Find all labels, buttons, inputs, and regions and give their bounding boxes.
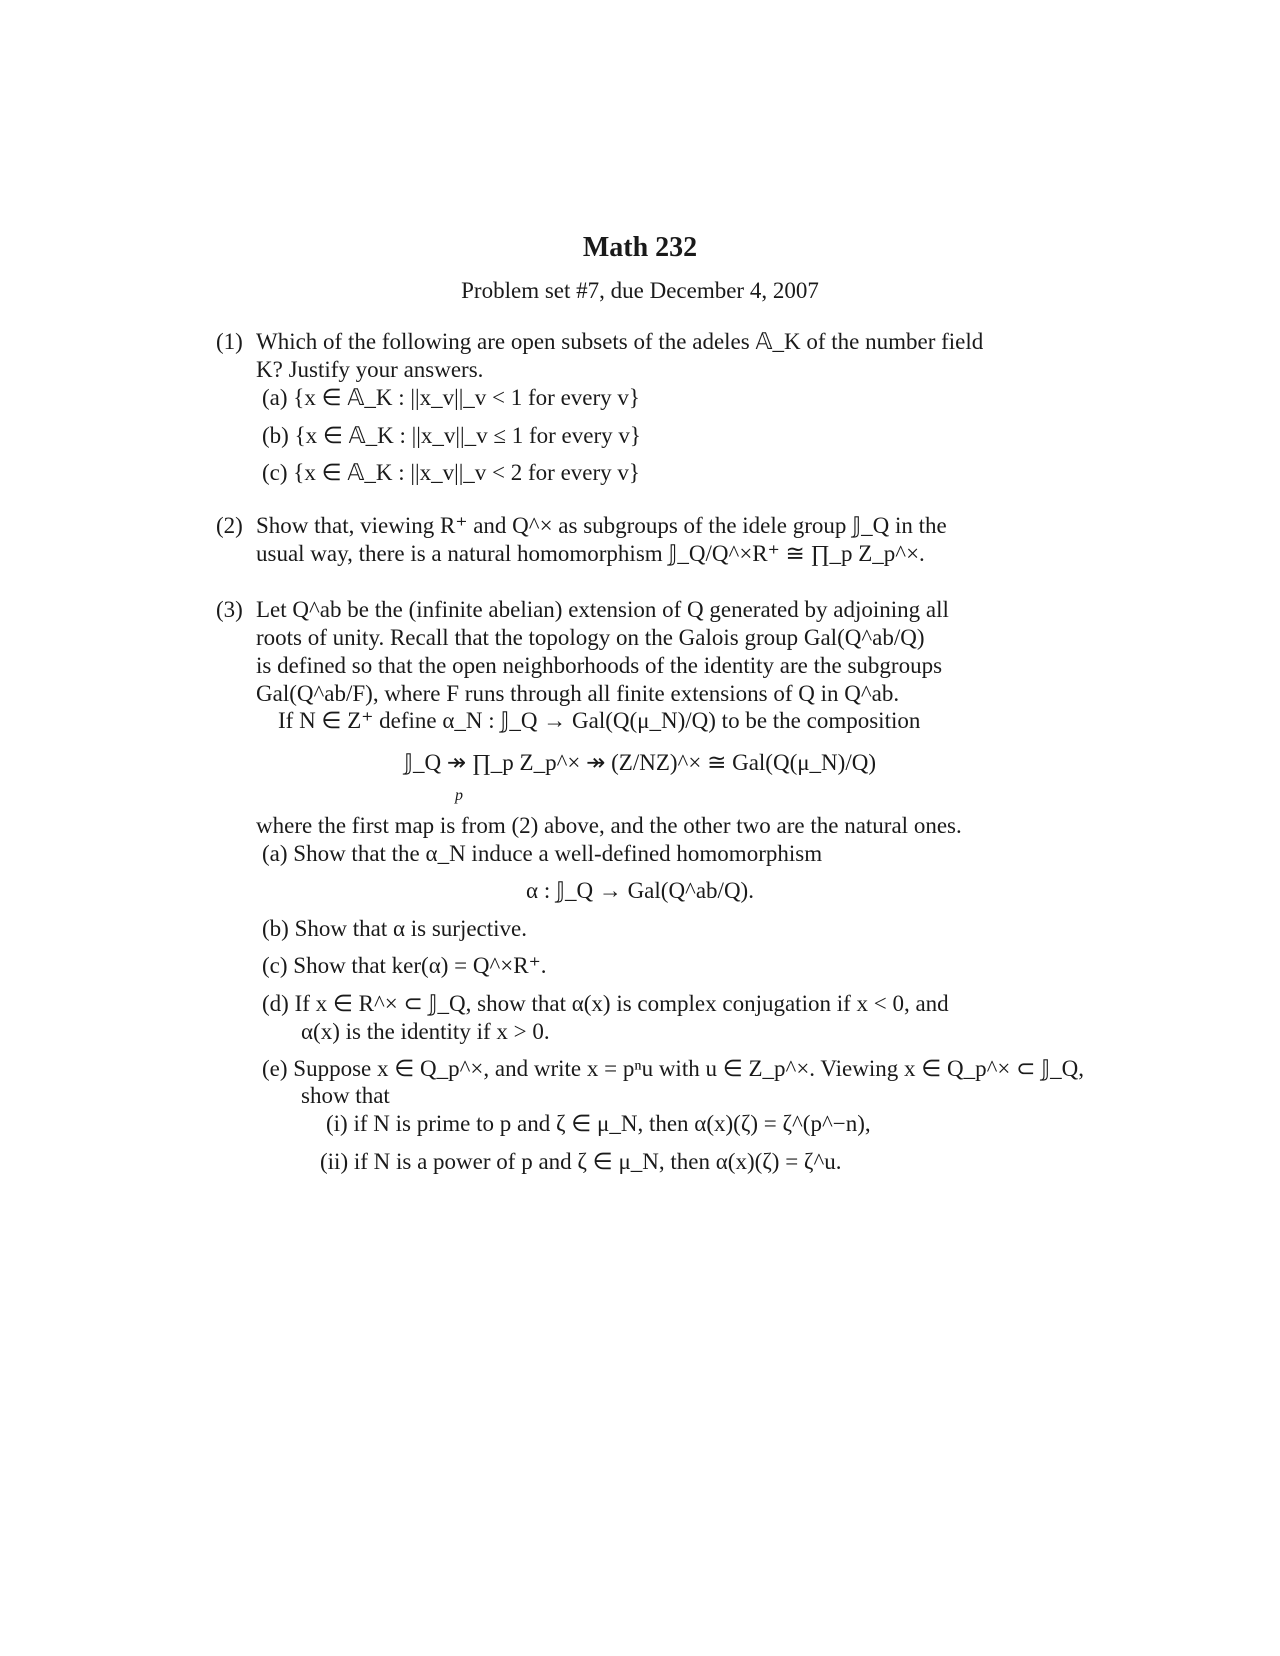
problem-3-part-e-i: (i) if N is prime to p and ζ ∈ μ_N, then α(x)(ζ) = ζ^(p^−n), (326, 1111, 871, 1136)
problem-3-part-a: (a) Show that the α_N induce a well-defined homomorphism (262, 841, 823, 866)
page-title: Math 232 (582, 232, 698, 263)
problem-3-part-e-ii: (ii) if N is a power of p and ζ ∈ μ_N, then α(x)(ζ) = ζ^u. (320, 1149, 842, 1174)
problem-2-line-1: Show that, viewing R⁺ and Q^× as subgroups of the idele group 𝕁_Q in the (256, 513, 947, 538)
problem-1-number: (1) (216, 329, 243, 354)
problem-1-part-a: (a) {x ∈ 𝔸_K : ||x_v||_v < 1 for every v} (262, 385, 640, 410)
problem-3-display-1: 𝕁_Q ↠ ∏_p Z_p^× ↠ (Z/NZ)^× ≅ Gal(Q(μ_N)/Q) (403, 750, 876, 775)
problem-3-line-2: roots of unity. Recall that the topology on the Galois group Gal(Q^ab/Q) (256, 625, 925, 650)
problem-3-display-2: α : 𝕁_Q → Gal(Q^ab/Q). (526, 878, 754, 903)
problem-3-part-e-line-1: (e) Suppose x ∈ Q_p^×, and write x = pⁿu with u ∈ Z_p^×. Viewing x ∈ Q_p^× ⊂ 𝕁_Q, (262, 1056, 1085, 1081)
problem-1-line-1: Which of the following are open subsets of the adeles 𝔸_K of the number field (256, 329, 984, 354)
problem-3-part-b: (b) Show that α is surjective. (262, 916, 528, 941)
problem-3-part-e-line-2: show that (301, 1083, 390, 1108)
problem-1-part-c: (c) {x ∈ 𝔸_K : ||x_v||_v < 2 for every v} (262, 460, 640, 485)
problem-3-line-4: Gal(Q^ab/F), where F runs through all finite extensions of Q in Q^ab. (256, 681, 900, 706)
problem-3-line-5: If N ∈ Z⁺ define α_N : 𝕁_Q → Gal(Q(μ_N)/Q) to be the composition (278, 708, 921, 733)
problem-1-part-b: (b) {x ∈ 𝔸_K : ||x_v||_v ≤ 1 for every v} (262, 423, 641, 448)
problem-3-part-c: (c) Show that ker(α) = Q^×R⁺. (262, 953, 547, 978)
problem-3-display-1-subscript: p (455, 787, 463, 804)
problem-3-line-1: Let Q^ab be the (infinite abelian) extension of Q generated by adjoining all (256, 597, 949, 622)
problem-3-part-d-line-2: α(x) is the identity if x > 0. (301, 1019, 550, 1044)
problem-3-line-3: is defined so that the open neighborhoods of the identity are the subgroups (256, 653, 943, 678)
page-subtitle: Problem set #7, due December 4, 2007 (461, 278, 819, 303)
problem-3-part-d-line-1: (d) If x ∈ R^× ⊂ 𝕁_Q, show that α(x) is complex conjugation if x < 0, and (262, 991, 949, 1016)
problem-2-line-2: usual way, there is a natural homomorphism 𝕁_Q/Q^×R⁺ ≅ ∏_p Z_p^×. (256, 541, 925, 566)
problem-2-number: (2) (216, 513, 243, 538)
problem-3-line-6: where the first map is from (2) above, and the other two are the natural ones. (256, 813, 962, 838)
problem-1-line-2: K? Justify your answers. (256, 357, 484, 382)
problem-3-number: (3) (216, 597, 243, 622)
